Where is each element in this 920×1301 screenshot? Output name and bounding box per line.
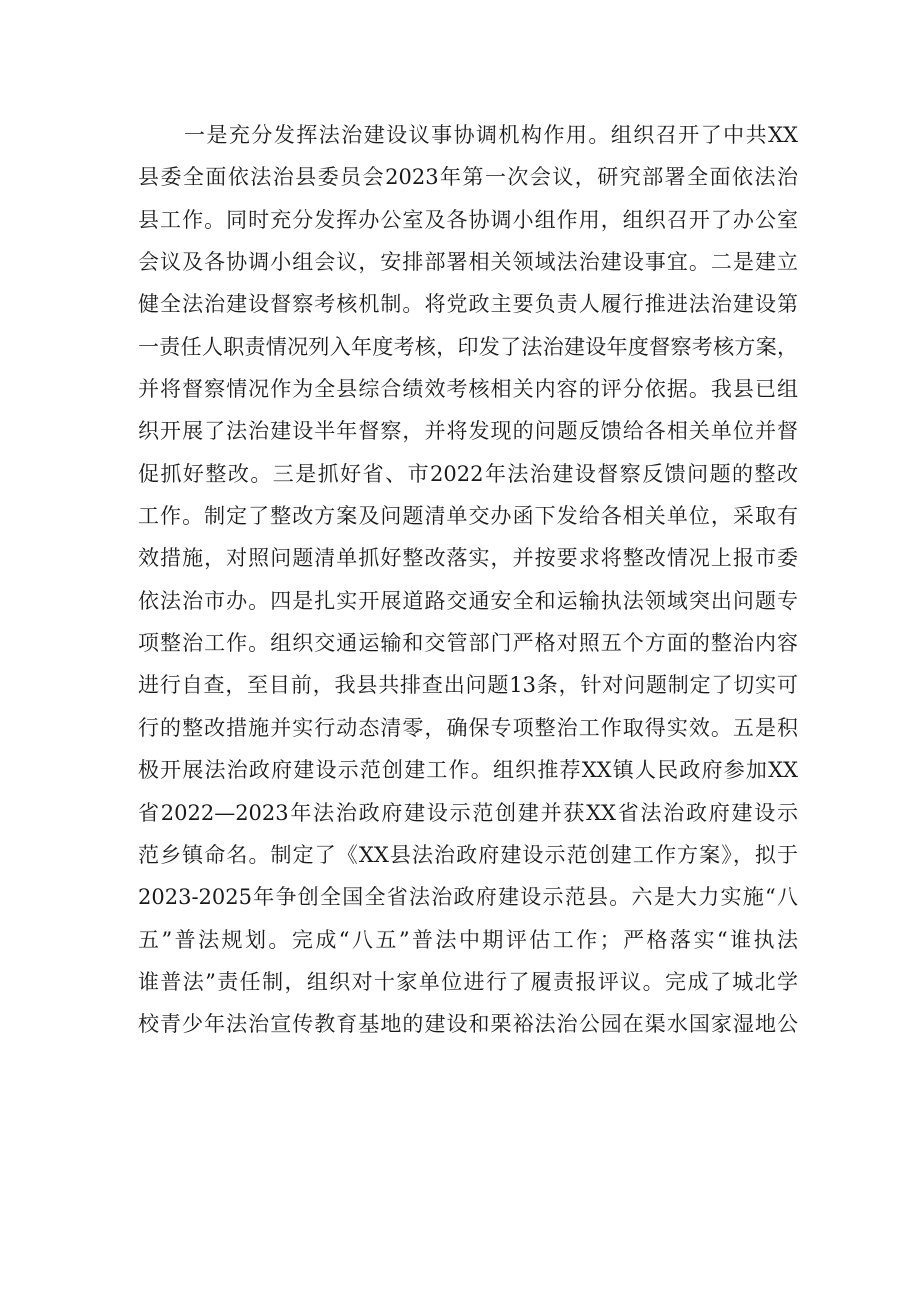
paragraph-line: 会议及各协调小组会议，安排部署相关领域法治建设事宜。二是建立 bbox=[138, 250, 798, 275]
paragraph-line: 县委全面依法治县委员会2023年第一次会议，研究部署全面依法治 bbox=[138, 165, 798, 190]
paragraph-line: 进行自查，至目前，我县共排查出问题13条，针对问题制定了切实可 bbox=[138, 673, 798, 698]
paragraph-line: 校青少年法治宣传教育基地的建设和栗裕法治公园在渠水国家湿地公 bbox=[138, 1012, 798, 1037]
paragraph-line: 谁普法”责任制，组织对十家单位进行了履责报评议。完成了城北学 bbox=[138, 969, 798, 994]
body-paragraph bbox=[138, 114, 798, 1046]
paragraph-line: 项整治工作。组织交通运输和交管部门严格对照五个方面的整治内容 bbox=[138, 631, 798, 656]
paragraph-line: 极开展法治政府建设示范创建工作。组织推荐XX镇人民政府参加XX bbox=[138, 758, 798, 783]
paragraph-line: 健全法治建设督察考核机制。将党政主要负责人履行推进法治建设第 bbox=[138, 292, 798, 317]
paragraph-line: 效措施，对照问题清单抓好整改落实，并按要求将整改情况上报市委 bbox=[138, 546, 798, 571]
paragraph-line: 并将督察情况作为全县综合绩效考核相关内容的评分依据。我县已组 bbox=[138, 377, 798, 402]
paragraph-line: 范乡镇命名。制定了《XX县法治政府建设示范创建工作方案》，拟于 bbox=[138, 842, 798, 867]
paragraph-line: 促抓好整改。三是抓好省、市2022年法治建设督察反馈问题的整改 bbox=[138, 461, 798, 486]
paragraph-line: 一责任人职责情况列入年度考核，印发了法治建设年度督察考核方案， bbox=[138, 334, 798, 359]
paragraph-line: 五”普法规划。完成“八五”普法中期评估工作；严格落实“谁执法 bbox=[138, 927, 798, 952]
paragraph-line: 2023-2025年争创全国全省法治政府建设示范县。六是大力实施“八 bbox=[138, 885, 798, 910]
paragraph-line: 行的整改措施并实行动态清零，确保专项整治工作取得实效。五是积 bbox=[138, 715, 798, 740]
paragraph-line: 工作。制定了整改方案及问题清单交办函下发给各相关单位，采取有 bbox=[138, 504, 798, 529]
paragraph-line: 县工作。同时充分发挥办公室及各协调小组作用，组织召开了办公室 bbox=[138, 207, 798, 232]
paragraph-line: 织开展了法治建设半年督察，并将发现的问题反馈给各相关单位并督 bbox=[138, 419, 798, 444]
paragraph-line: 一是充分发挥法治建设议事协调机构作用。组织召开了中共XX bbox=[184, 123, 798, 147]
paragraph-line: 省2022—2023年法治政府建设示范创建并获XX省法治政府建设示 bbox=[138, 800, 798, 825]
paragraph-line: 依法治市办。四是扎实开展道路交通安全和运输执法领域突出问题专 bbox=[138, 588, 798, 613]
